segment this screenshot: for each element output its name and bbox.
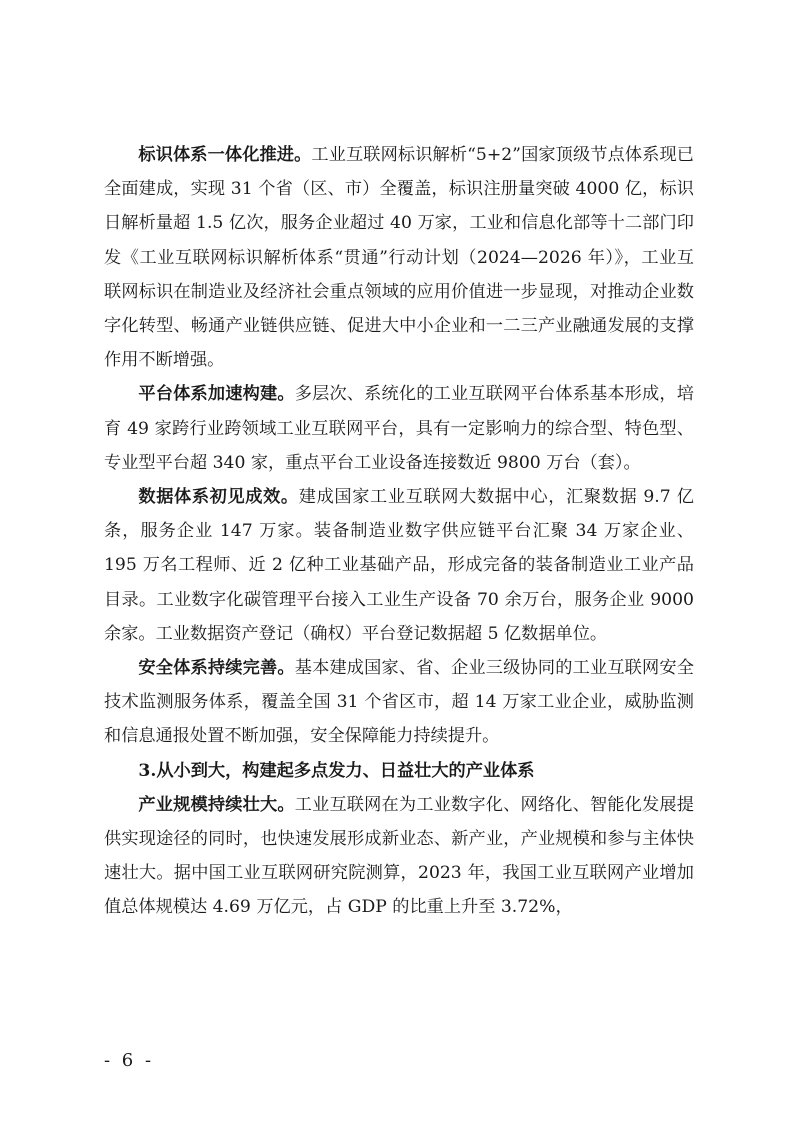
paragraph-text: 工业互联网在为工业数字化、网络化、智能化发展提供实现途径的同时，也快速发展形成新业态、新产业，产业规模和参与主体快速壮大。据中国工业互联网研究院测算，2023 年，我国工业互联网产业增加值总体规模达 4.69 万亿元，占 GDP 的比重上升至 3.72%， [104, 794, 694, 918]
page-number: - 6 - [104, 1050, 155, 1071]
paragraph-lead: 标识体系一体化推进。 [138, 145, 312, 165]
document-body [104, 138, 694, 925]
paragraph-identifier-system [104, 138, 694, 377]
paragraph-lead: 产业规模持续壮大。 [138, 794, 295, 815]
paragraph-security-system [104, 651, 694, 754]
paragraph-data-system [104, 480, 694, 651]
paragraph-text: 建成国家工业互联网大数据中心，汇聚数据 9.7 亿条，服务企业 147 万家。装备制造业数字供应链平台汇聚 34 万家企业、195 万名工程师、近 2 亿种工业基础产品，形成完备的装备制造业工业产品目录。工业数字化碳管理平台接入工业生产设备 70 余万台，服务企业 9000 余家。工业数据资产登记（确权）平台登记数据超 5 亿数据单位。 [104, 487, 694, 644]
paragraph-text: 基本建成国家、省、企业三级协同的工业互联网安全技术监测服务体系，覆盖全国 31 个省区市，超 14 万家工业企业，威胁监测和信息通报处置不断加强，安全保障能力持续提升。 [104, 658, 694, 747]
paragraph-lead: 数据体系初见成效。 [138, 487, 299, 508]
section-heading: 3.从小到大，构建起多点发力、日益壮大的产业体系 [138, 760, 535, 781]
paragraph-lead: 安全体系持续完善。 [138, 658, 295, 679]
paragraph-lead: 平台体系加速构建。 [138, 384, 295, 405]
paragraph-industry-scale [104, 788, 694, 925]
paragraph-text: 工业互联网标识解析“5+2”国家顶级节点体系现已全面建成，实现 31 个省（区、市）全覆盖，标识注册量突破 4000 亿，标识日解析量超 1.5 亿次，服务企业超过 40 万家，工业和信息化部等十二部门印发《工业互联网标识解析体系“贯通”行动计划（2024—2026 年）》，工业互联网标识在制造业及经济社会重点领域的应用价值进一步显现，对推动企业数字化转型、畅通产业链供应链、促进大中小企业和一二三产业融通发展的支撑作用不断增强。 [104, 145, 694, 371]
paragraph-text: 多层次、系统化的工业互联网平台体系基本形成，培育 49 家跨行业跨领域工业互联网平台，具有一定影响力的综合型、特色型、专业型平台超 340 家，重点平台工业设备连接数近 9800 万台（套）。 [104, 384, 694, 473]
paragraph-platform-system [104, 377, 694, 480]
